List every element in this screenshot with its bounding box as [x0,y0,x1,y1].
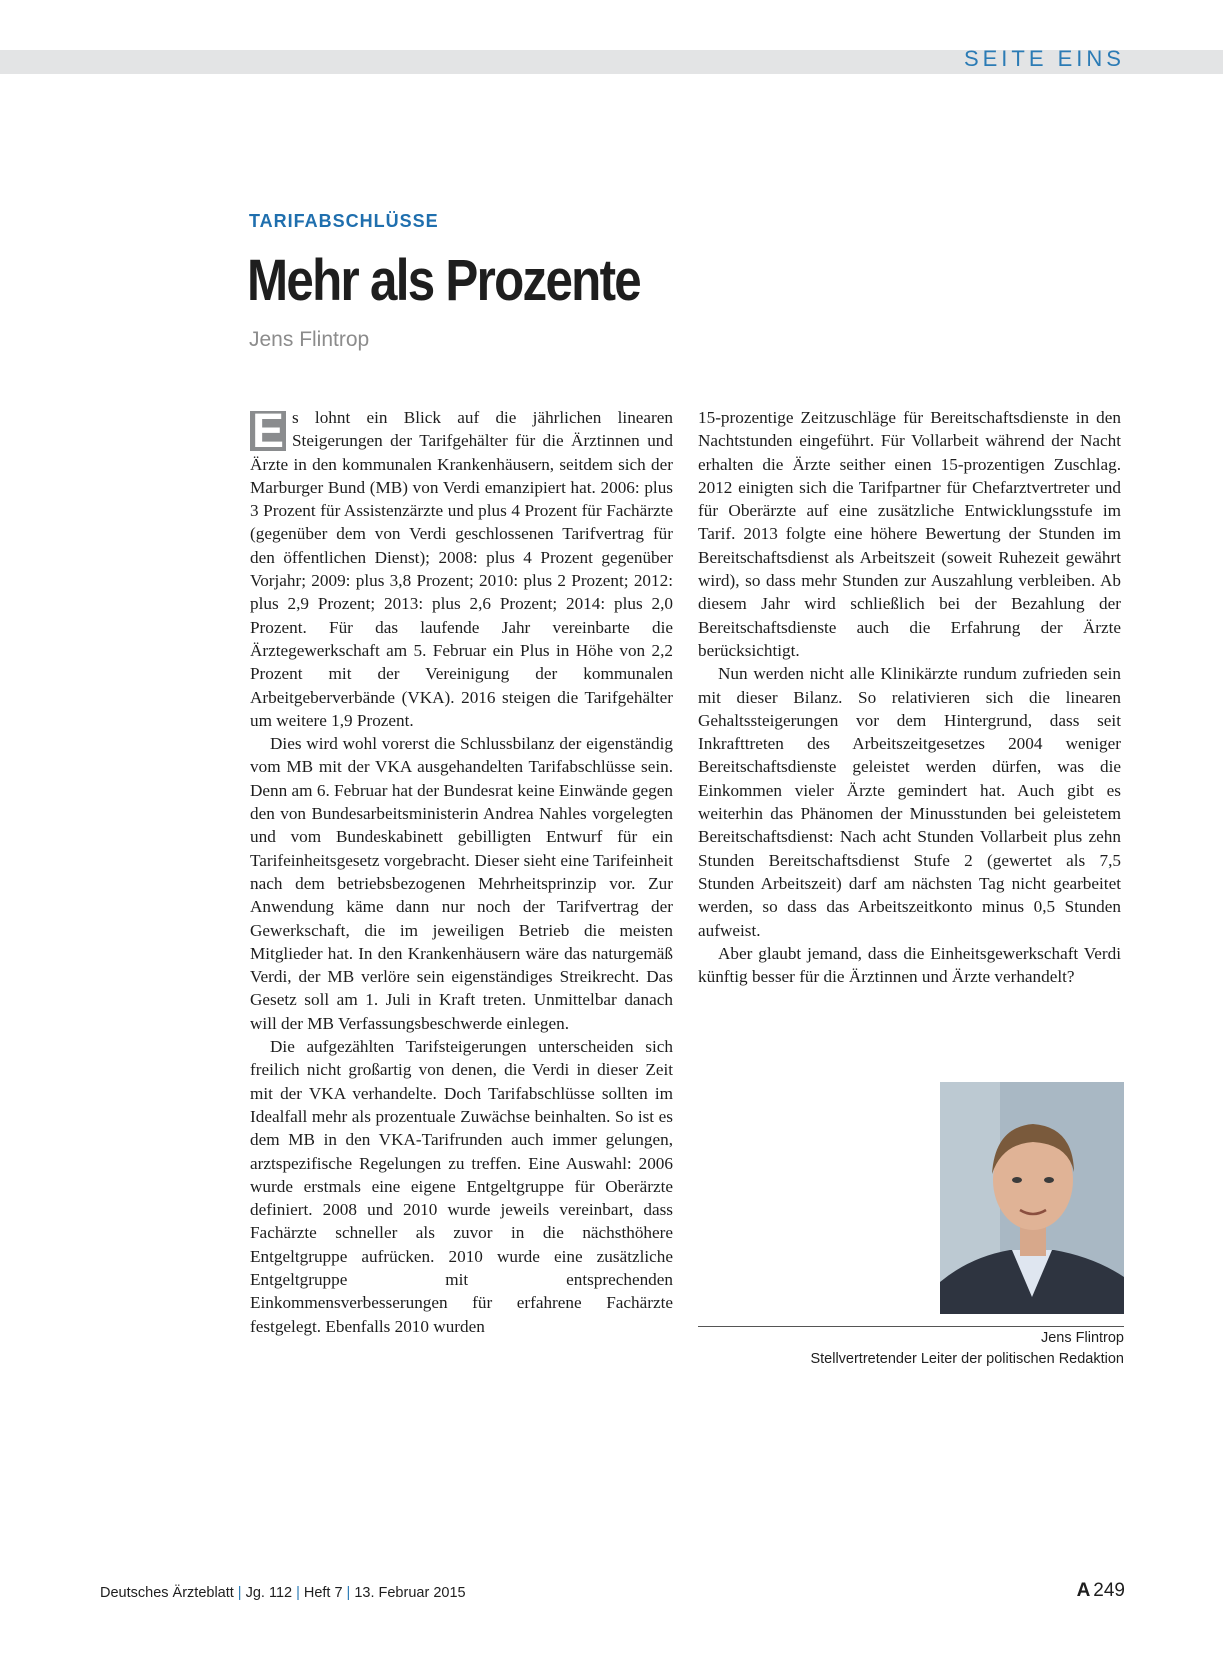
page-number [1077,1580,1125,1602]
article-column-left [250,406,673,1338]
drop-cap: E [251,405,284,458]
publication-name: Deutsches Ärzteblatt [100,1585,234,1601]
issue: Heft 7 [303,1585,343,1601]
article-column-right [698,406,1121,988]
paragraph: Die aufgezählten Tarifsteigerungen unterscheiden sich freilich nicht großartig von denen, die Verdi in dieser Zeit mit der VKA verhandelte. Doch Tarifabschlüsse sollten im Idealfall mehr als prozentuale Zuwächse beinhalten. So ist es dem MB in den VKA-Tarifrunden auch immer gelungen, arztspezifische Regelungen zu treffen. Eine Auswahl: 2006 wurde erstmals eine eigene Entgeltgruppe für Oberärzte definiert. 2008 und 2010 wurde jeweils vereinbart, dass Fachärzte schneller als zuvor in die nächsthöhere Entgeltgruppe aufrücken. 2010 wurde eine zusätzliche Entgeltgruppe mit entsprechenden Einkommensverbesserungen für erfahrene Fachärzte festgelegt. Ebenfalls 2010 wurden [250,1037,673,1336]
footer-citation: Deutsches Ärzteblatt | Jg. 112 | Heft 7 | 13. Februar 2015 [100,1585,466,1601]
issue-date: 13. Februar 2015 [354,1585,466,1601]
article-author: Jens Flintrop [249,328,370,351]
paragraph-text: s lohnt ein Blick auf die jährlichen linearen Steigerungen der Tarifgehälter für die Ärztinnen und Ärzte in den kommunalen Krankenhäusern, seitdem sich der Marburger Bund (MB) von Verdi emanzipiert hat. 2006: plus 3 Prozent für Assistenzärzte und plus 4 Prozent für Fachärzte (gegenüber dem von Verdi geschlossenen Tarifvertrag für den öffentlichen Dienst); 2008: plus 4 Prozent gegenüber Vorjahr; 2009: plus 3,8 Prozent; 2010: plus 2 Prozent; 2012: plus 2,9 Prozent; 2013: plus 2,6 Prozent; 2014: plus 2,0 Prozent. Für das laufende Jahr vereinbarte die Ärztegewerkschaft am 5. Februar ein Plus in Höhe von 2,2 Prozent mit der Vereinigung der kommunalen Arbeitgeberverbände (VKA). 2016 steigen die Tarifgehälter um weitere 1,9 Prozent. [250,408,673,730]
page-number-value: 249 [1093,1580,1125,1601]
author-photo [940,1082,1124,1314]
caption-divider [698,1326,1124,1327]
section-label: SEITE EINS [963,46,1125,71]
article-kicker: TARIFABSCHLÜSSE [249,211,439,231]
paragraph [250,406,673,732]
photo-caption-name: Jens Flintrop [1040,1330,1124,1346]
paragraph: Aber glaubt jemand, dass die Einheitsgewerkschaft Verdi künftig besser für die Ärztinnen und Ärzte verhandelt? [698,943,1121,987]
photo-caption-role: Stellvertretender Leiter der politischen Redaktion [810,1351,1124,1367]
volume: Jg. 112 [245,1585,293,1601]
page-prefix: A [1076,1580,1091,1601]
paragraph: Dies wird wohl vorerst die Schlussbilanz der eigenständig vom MB mit der VKA ausgehandelten Tarifabschlüsse sein. Denn am 6. Februar hat der Bundesrat keine Einwände gegen den von Bundesarbeitsministerin Andrea Nahles vorgelegten und vom Bundeskabinett gebilligten Entwurf für ein Tarifeinheitsgesetz vorgebracht. Dieser sieht eine Tarifeinheit nach dem betriebsbezogenen Mehrheitsprinzip vor. Zur Anwendung käme dann nur noch der Tarifvertrag der Gewerkschaft, die im jeweiligen Betrieb die meisten Mitglieder hat. In den Krankenhäusern wäre das naturgemäß Verdi, der MB verlöre sein eigenständiges Streikrecht. Das Gesetz soll am 1. Juli in Kraft treten. Unmittelbar danach will der MB Verfassungsbeschwerde einlegen. [250,734,673,1033]
paragraph: Nun werden nicht alle Klinikärzte rundum zufrieden sein mit dieser Bilanz. So relativieren sich die linearen Gehaltssteigerungen vor dem Hintergrund, dass seit Inkrafttreten des Arbeitszeitgesetzes 2004 weniger Bereitschaftsdienste geleistet werden dürfen, was die Einkommen vieler Ärzte gemindert hat. Auch gibt es weiterhin das Phänomen der Minusstunden bei geleistetem Bereitschaftsdienst: Nach acht Stunden Vollarbeit plus zehn Stunden Bereitschaftsdienst Stufe 2 (gewertet als 7,5 Stunden Arbeitszeit) darf am nächsten Tag nicht gearbeitet werden, so dass das Arbeitszeitkonto minus 0,5 Stunden aufweist. [698,664,1121,940]
paragraph: 15-prozentige Zeitzuschläge für Bereitschaftsdienste in den Nachtstunden eingeführt. Für Vollarbeit während der Nacht erhalten die Ärzte seither einen 15-prozentigen Zuschlag. 2012 einigten sich die Tarifpartner für Chefarztvertreter und für Oberärzte auf eine zusätzliche Entwicklungsstufe im Tarif. 2013 folgte eine höhere Bewertung der Stunden im Bereitschaftsdienst als Arbeitszeit (soweit Ruhezeit gewährt wird), so dass mehr Stunden zur Auszahlung verbleiben. Ab diesem Jahr wird schließlich bei der Bezahlung der Bereitschaftsdienste auch die Erfahrung der Ärzte berücksichtigt. [698,408,1121,660]
portrait-illustration [940,1082,1124,1314]
article-title: Mehr als Prozente [247,248,641,313]
